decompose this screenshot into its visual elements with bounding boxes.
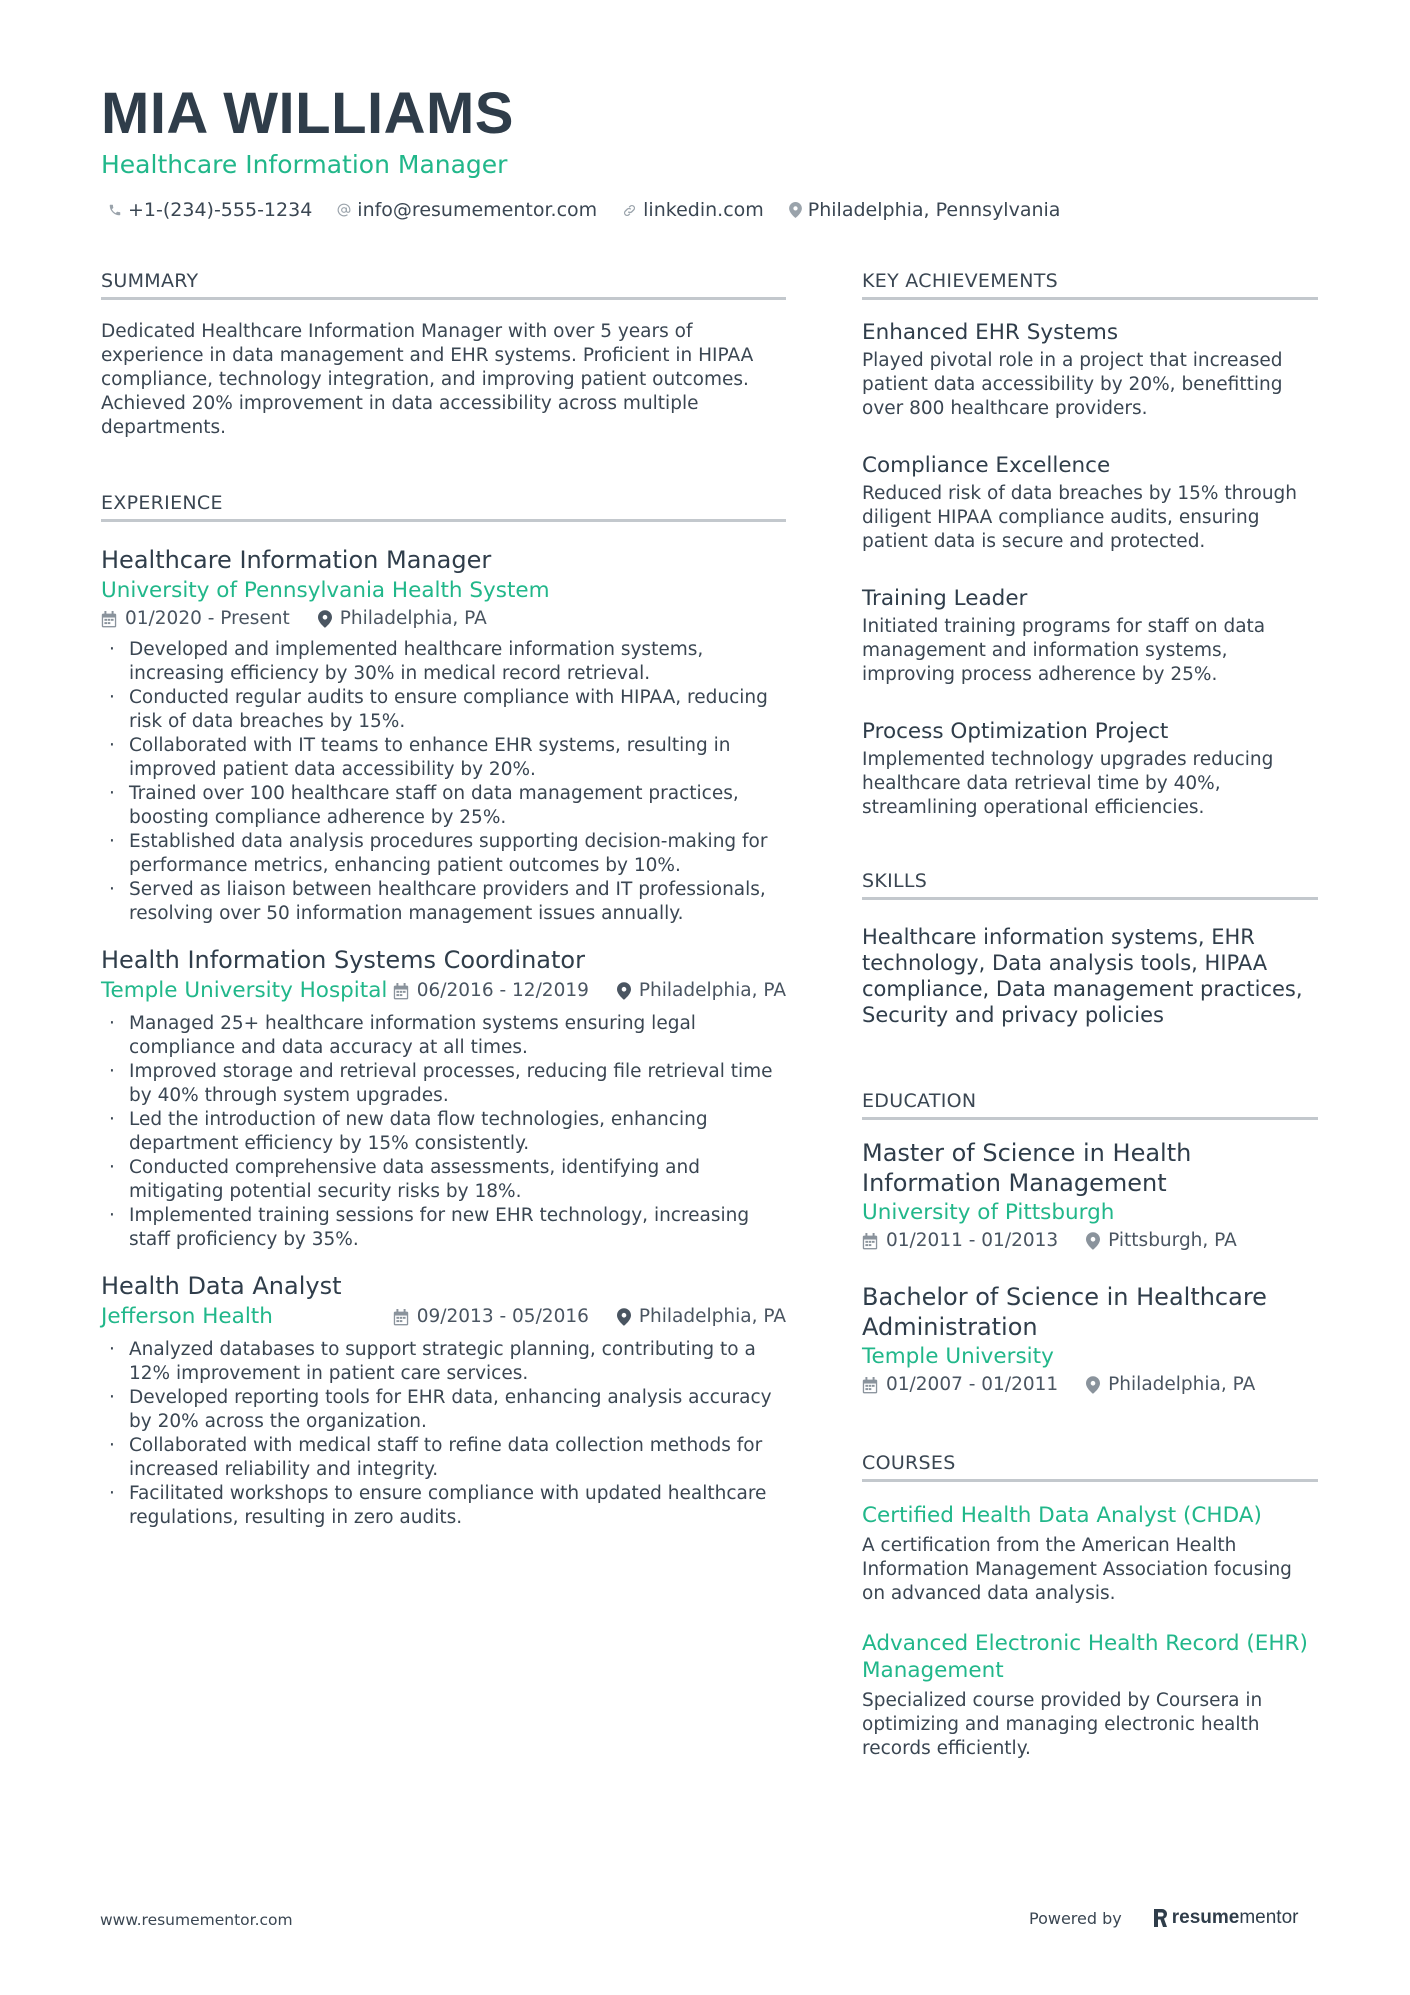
education-meta [862, 1228, 1318, 1254]
job-dates-text: 01/2020 - Present [125, 608, 290, 629]
job-bullet: · Established data analysis procedures supporting decision-making for performance metrics, enhancing patient outcomes by 10%. [101, 830, 786, 878]
calendar-icon [862, 1377, 878, 1394]
right-column [862, 268, 1318, 1761]
job-bullet: · Served as liaison between healthcare providers and IT professionals, resolving over 50 information management issues annually. [101, 878, 786, 926]
calendar-icon [393, 1309, 409, 1326]
job-bullets [101, 1012, 786, 1252]
job-entry [101, 1270, 786, 1530]
phone-icon [108, 203, 122, 217]
job-entry [101, 544, 786, 926]
map-pin-icon [1086, 1376, 1100, 1394]
contact-linkedin [622, 199, 764, 221]
education-location [1086, 1372, 1255, 1398]
job-dates [393, 1304, 589, 1330]
education-location-text: Pittsburgh, PA [1108, 1230, 1237, 1251]
education-meta [862, 1372, 1318, 1398]
resumementor-logo-icon [1152, 1908, 1168, 1928]
course-title: Certified Health Data Analyst (CHDA) [862, 1503, 1262, 1528]
education-heading: EDUCATION [862, 1088, 1318, 1120]
job-entry [101, 944, 786, 1252]
job-company: University of Pennsylvania Health System [101, 578, 550, 603]
contact-phone [108, 199, 312, 221]
job-bullet: · Improved storage and retrieval processes, reducing file retrieval time by 40% through system upgrades. [101, 1060, 786, 1108]
skills-heading: SKILLS [862, 868, 1318, 900]
achievement-item [862, 584, 1318, 687]
job-bullet: · Implemented training sessions for new EHR technology, increasing staff proficiency by 35%. [101, 1204, 786, 1252]
course-desc: Specialized course provided by Coursera in optimizing and managing electronic health records efficiently. [862, 1690, 1263, 1759]
job-dates-text: 06/2016 - 12/2019 [416, 980, 589, 1001]
education-degree: Bachelor of Science in Healthcare Administration [862, 1283, 1267, 1341]
skills-text: Healthcare information systems, EHR technology, Data analysis tools, HIPAA compliance, Data management practices, Security and privacy policies [862, 925, 1303, 1027]
achievement-title: Training Leader [862, 586, 1028, 611]
education-dates-text: 01/2011 - 01/2013 [886, 1230, 1059, 1251]
job-bullet: · Analyzed databases to support strategic planning, contributing to a 12% improvement in patient care services. [101, 1338, 786, 1386]
job-title: Healthcare Information Manager [101, 546, 492, 574]
job-bullet: · Led the introduction of new data flow technologies, enhancing department efficiency by 15% consistently. [101, 1108, 786, 1156]
map-pin-icon [789, 202, 802, 218]
linkedin-text: linkedin.com [643, 199, 764, 221]
course-item [862, 1502, 1318, 1606]
footer-url[interactable]: www.resumementor.com [100, 1911, 293, 1929]
contact-bar [108, 199, 1085, 221]
calendar-icon [862, 1233, 878, 1250]
contact-location [789, 199, 1061, 221]
job-bullet: · Facilitated workshops to ensure compliance with updated healthcare regulations, resulting in zero audits. [101, 1482, 786, 1530]
achievement-item [862, 717, 1318, 820]
education-degree: Master of Science in Health Information Management [862, 1139, 1192, 1197]
location-text: Philadelphia, Pennsylvania [807, 199, 1061, 221]
contact-email [337, 199, 597, 221]
achievement-item [862, 318, 1318, 421]
email-text: info@resumementor.com [357, 199, 598, 221]
education-school: Temple University [862, 1344, 1054, 1369]
achievement-desc: Initiated training programs for staff on data management and information systems, improving process adherence by 25%. [862, 616, 1266, 685]
candidate-name: MIA WILLIAMS [101, 81, 514, 146]
job-company-row [101, 1302, 786, 1332]
job-dates [393, 978, 589, 1004]
achievement-title: Enhanced EHR Systems [862, 320, 1119, 345]
brand-light: mentor [1239, 1907, 1299, 1928]
job-meta [393, 978, 786, 1004]
job-dates-text: 09/2013 - 05/2016 [416, 1306, 589, 1327]
education-dates [862, 1228, 1058, 1254]
education-dates-text: 01/2007 - 01/2011 [886, 1374, 1059, 1395]
job-bullets [101, 1338, 786, 1530]
achievement-title: Process Optimization Project [862, 719, 1169, 744]
job-dates [101, 606, 290, 632]
job-bullets [101, 638, 786, 926]
job-company: Temple University Hospital [101, 978, 388, 1003]
job-bullet: · Trained over 100 healthcare staff on data management practices, boosting compliance adherence by 25%. [101, 782, 786, 830]
course-item [862, 1630, 1318, 1761]
education-location [1086, 1228, 1237, 1254]
achievement-title: Compliance Excellence [862, 453, 1111, 478]
education-item [862, 1138, 1318, 1254]
link-icon [622, 203, 637, 218]
job-bullet: · Conducted regular audits to ensure compliance with HIPAA, reducing risk of data breaches by 15%. [101, 686, 786, 734]
map-pin-icon [617, 1308, 631, 1326]
job-bullet: · Developed reporting tools for EHR data, enhancing analysis accuracy by 20% across the organization. [101, 1386, 786, 1434]
at-icon [337, 203, 351, 217]
job-title: Health Data Analyst [101, 1272, 342, 1300]
summary-text: Dedicated Healthcare Information Manager with over 5 years of experience in data management and EHR systems. Proficient in HIPAA compliance, technology integration, and improving patient outcomes. Achieved 20% improvement in data accessibility across multiple departments. [101, 321, 754, 438]
experience-heading: EXPERIENCE [101, 490, 786, 522]
job-company: Jefferson Health [101, 1304, 273, 1329]
education-dates [862, 1372, 1058, 1398]
job-location-text: Philadelphia, PA [638, 1306, 786, 1327]
calendar-icon [393, 983, 409, 1000]
achievement-desc: Played pivotal role in a project that increased patient data accessibility by 20%, benefitting over 800 healthcare providers. [862, 350, 1283, 419]
calendar-icon [101, 611, 117, 628]
course-desc: A certification from the American Health Information Management Association focusing on advanced data analysis. [862, 1535, 1292, 1604]
job-bullet: · Conducted comprehensive data assessments, identifying and mitigating potential security risks by 18%. [101, 1156, 786, 1204]
map-pin-icon [1086, 1232, 1100, 1250]
achievement-item [862, 451, 1318, 554]
education-school: University of Pittsburgh [862, 1200, 1115, 1225]
job-bullet: · Collaborated with IT teams to enhance EHR systems, resulting in improved patient data accessibility by 20%. [101, 734, 786, 782]
achievement-desc: Implemented technology upgrades reducing healthcare data retrieval time by 40%, streamlining operational efficiencies. [862, 749, 1274, 818]
job-company-row [101, 976, 786, 1006]
map-pin-icon [318, 610, 332, 628]
powered-by [1029, 1907, 1298, 1929]
job-bullet: · Developed and implemented healthcare information systems, increasing efficiency by 30% in medical record retrieval. [101, 638, 786, 686]
job-location [617, 978, 786, 1004]
job-location-text: Philadelphia, PA [339, 608, 487, 629]
job-meta [393, 1304, 786, 1330]
education-item [862, 1282, 1318, 1398]
phone-text: +1-(234)-555-1234 [128, 199, 313, 221]
powered-by-label: Powered by [1029, 1908, 1122, 1928]
courses-heading: COURSES [862, 1450, 1318, 1482]
job-meta [101, 606, 786, 632]
job-bullet: · Managed 25+ healthcare information systems ensuring legal compliance and data accuracy at all times. [101, 1012, 786, 1060]
job-location [318, 606, 487, 632]
job-title: Health Information Systems Coordinator [101, 946, 585, 974]
education-location-text: Philadelphia, PA [1108, 1374, 1256, 1395]
achievements-heading: KEY ACHIEVEMENTS [862, 268, 1318, 300]
brand-strong: resume [1171, 1907, 1240, 1928]
brand-logo[interactable] [1152, 1907, 1299, 1929]
job-location [617, 1304, 786, 1330]
summary-heading: SUMMARY [101, 268, 786, 300]
candidate-title: Healthcare Information Manager [101, 150, 508, 179]
achievement-desc: Reduced risk of data breaches by 15% through diligent HIPAA compliance audits, ensuring patient data is secure and protected. [862, 483, 1298, 552]
job-bullet: · Collaborated with medical staff to refine data collection methods for increased reliability and integrity. [101, 1434, 786, 1482]
job-location-text: Philadelphia, PA [638, 980, 786, 1001]
left-column [101, 268, 786, 1530]
course-title: Advanced Electronic Health Record (EHR) Management [862, 1631, 1308, 1683]
map-pin-icon [617, 982, 631, 1000]
